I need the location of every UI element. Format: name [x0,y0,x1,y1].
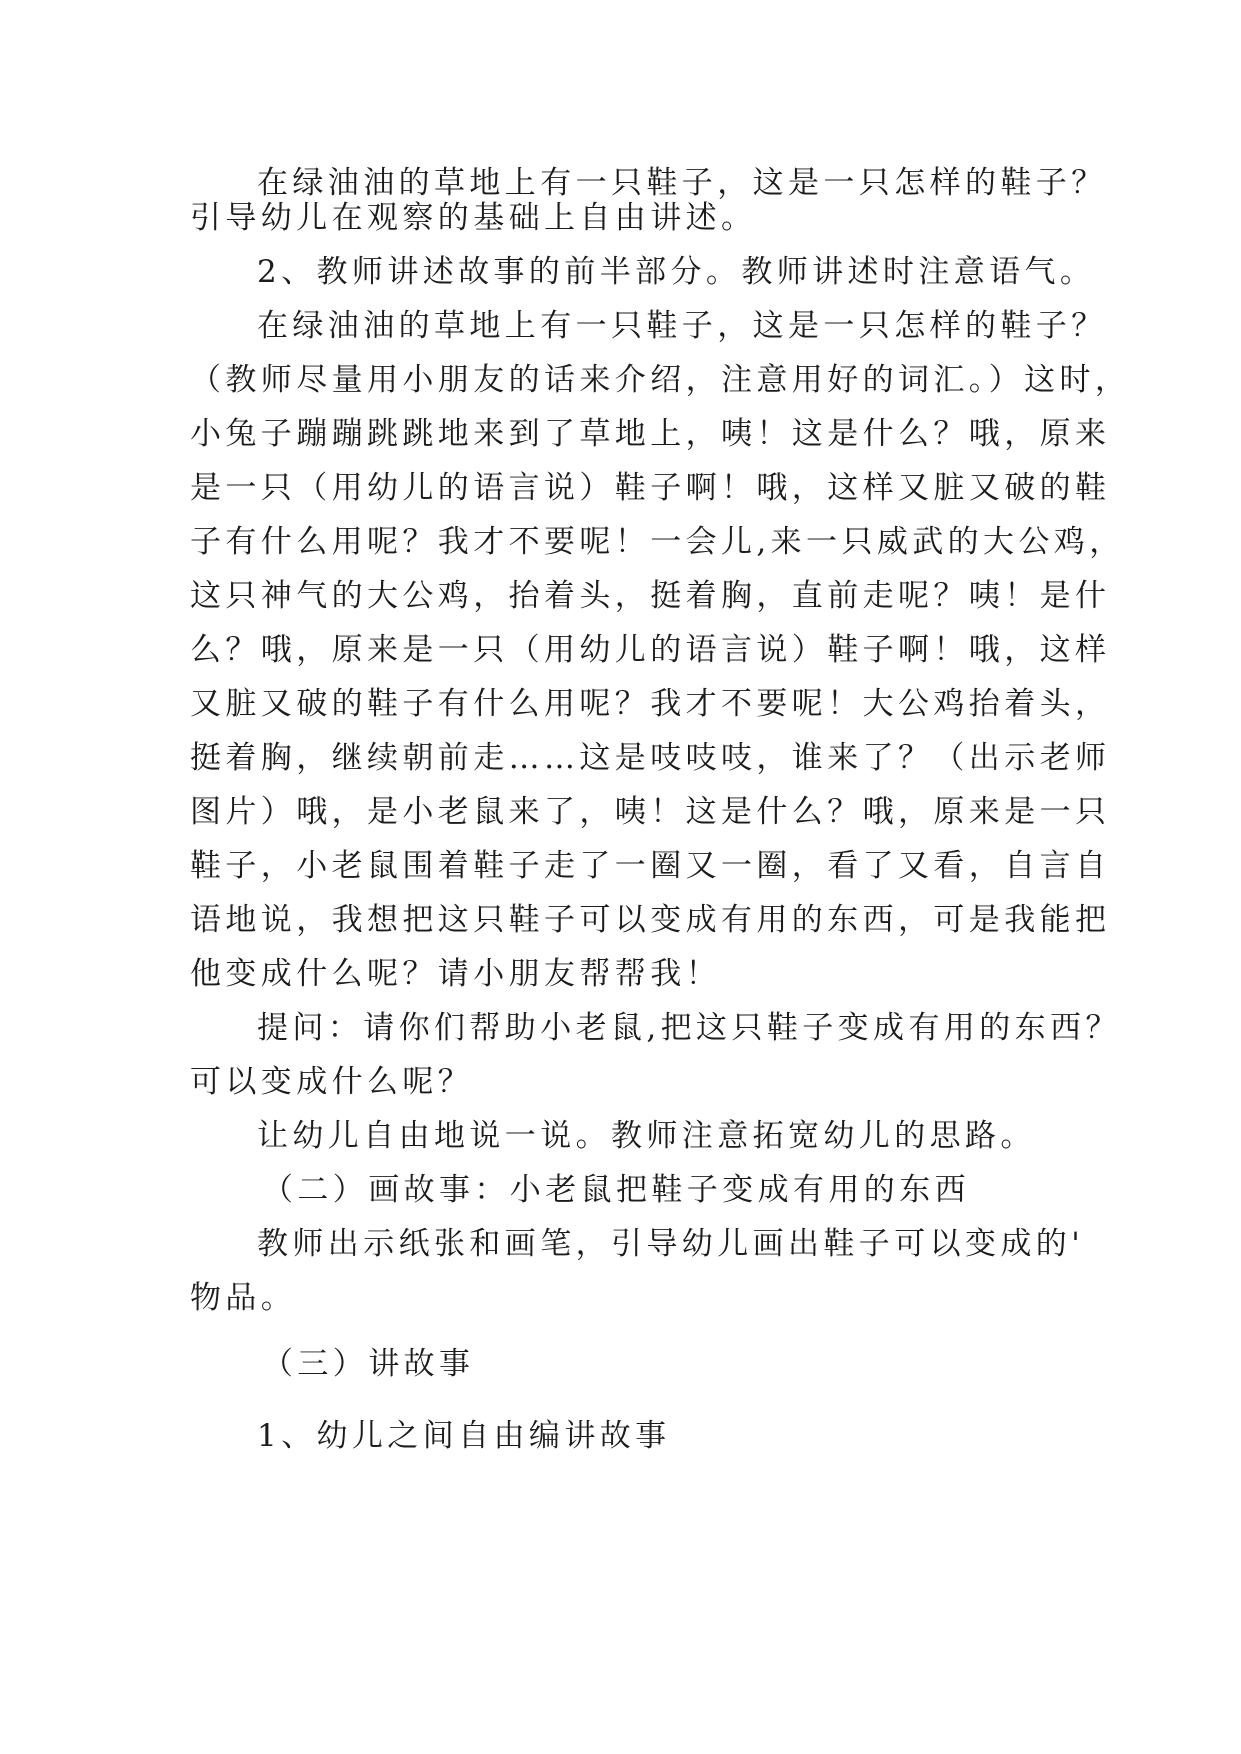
paragraph-line: 么？哦，原来是一只（用幼儿的语言说）鞋子啊！哦，这样 [190,632,1111,668]
paragraph-line: 又脏又破的鞋子有什么用呢？我才不要呢！大公鸡抬着头， [190,686,1111,722]
paragraph-line: 可以变成什么呢？ [190,1064,474,1100]
paragraph-line: 小兔子蹦蹦跳跳地来到了草地上，咦！这是什么？哦，原来 [190,416,1111,452]
section-heading: （二）画故事：小老鼠把鞋子变成有用的东西 [262,1172,970,1208]
paragraph-line: 图片）哦，是小老鼠来了，咦！这是什么？哦，原来是一只 [190,794,1111,830]
section-heading: （三）讲故事 [262,1346,475,1382]
paragraph-line: 引导幼儿在观察的基础上自由讲述。 [190,200,757,236]
paragraph-line: 教师出示纸张和画笔，引导幼儿画出鞋子可以变成的' [257,1226,1085,1262]
paragraph-line: 在绿油油的草地上有一只鞋子，这是一只怎样的鞋子？ [257,165,1107,201]
paragraph-line: 在绿油油的草地上有一只鞋子，这是一只怎样的鞋子？ [257,308,1107,344]
paragraph-line: 他变成什么呢？请小朋友帮帮我！ [190,956,721,992]
paragraph-line: 物品。 [190,1280,297,1316]
paragraph-line: 2、教师讲述故事的前半部分。教师讲述时注意语气。 [257,254,1096,290]
paragraph-line: 提问：请你们帮助小老鼠,把这只鞋子变成有用的东西？ [257,1010,1121,1046]
paragraph-line: 让幼儿自由地说一说。教师注意拓宽幼儿的思路。 [257,1118,1036,1154]
paragraph-line: 是一只（用幼儿的语言说）鞋子啊！哦，这样又脏又破的鞋 [190,470,1111,506]
paragraph-line: （教师尽量用小朋友的话来介绍，注意用好的词汇。）这时， [190,362,1131,398]
paragraph-line: 子有什么用呢？我才不要呢！一会儿,来一只威武的大公鸡， [190,524,1125,560]
paragraph-line: 1、幼儿之间自由编讲故事 [257,1418,671,1454]
paragraph-line: 语地说，我想把这只鞋子可以变成有用的东西，可是我能把 [190,902,1111,938]
paragraph-line: 鞋子，小老鼠围着鞋子走了一圈又一圈，看了又看，自言自 [190,848,1111,884]
paragraph-line: 这只神气的大公鸡，抬着头，挺着胸，直前走呢？咦！是什 [190,578,1111,614]
paragraph-line: 挺着胸，继续朝前走……这是吱吱吱，谁来了？（出示老师 [190,740,1111,776]
